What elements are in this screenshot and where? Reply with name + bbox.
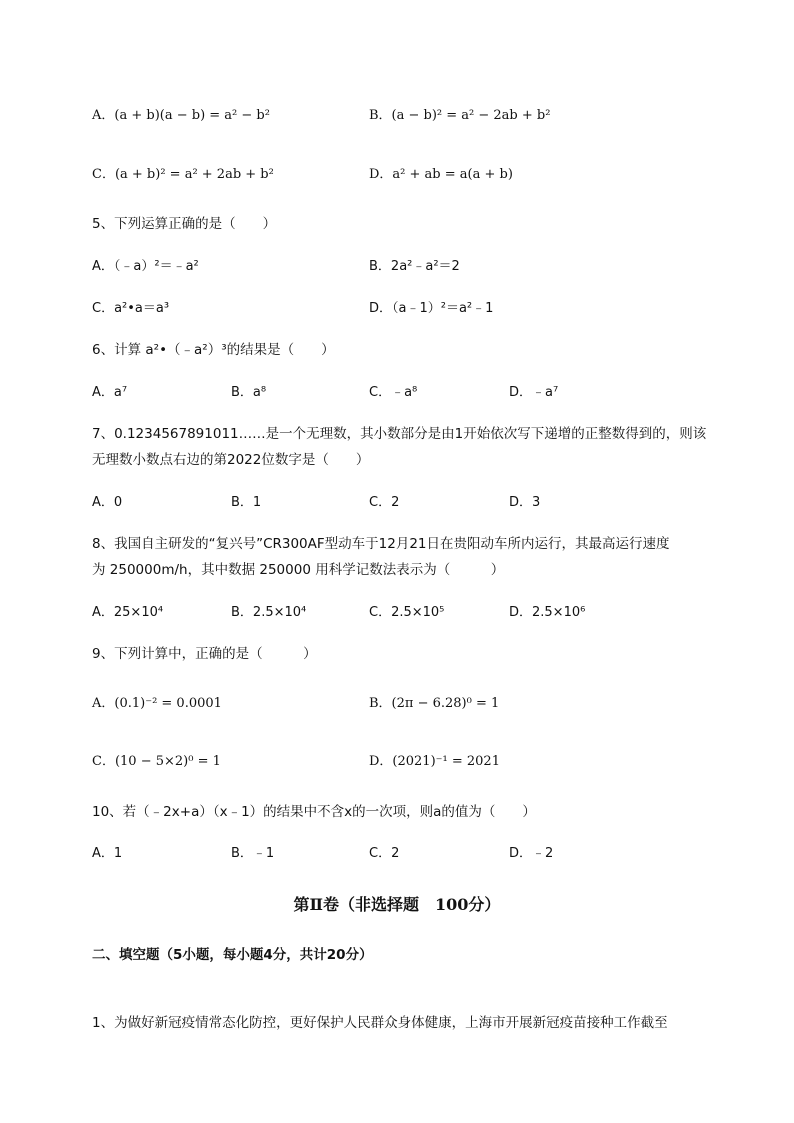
q5-option-a: A．（﹣a）²＝﹣a² <box>92 259 199 274</box>
q4-option-b: B．(a − b)² = a² − 2ab + b² <box>369 108 551 123</box>
q6-option-b: B．a⁸ <box>231 385 267 400</box>
q7-option-b: B．1 <box>231 495 262 510</box>
q9-option-c: C．(10 − 5×2)⁰ = 1 <box>92 754 221 769</box>
q9-option-a: A．(0.1)⁻² = 0.0001 <box>92 696 222 711</box>
q9-option-b: B．(2π − 6.28)⁰ = 1 <box>369 696 500 711</box>
q4-option-c: C．(a + b)² = a² + 2ab + b² <box>92 167 274 182</box>
q5-option-d: D．（a﹣1）²＝a²﹣1 <box>369 301 494 316</box>
q6-option-a: A．a⁷ <box>92 385 128 400</box>
q7-option-c: C．2 <box>369 495 400 510</box>
q6-stem: 6、计算 a²•（﹣a²）³的结果是（ ） <box>92 342 335 358</box>
q7-option-a: A．0 <box>92 495 123 510</box>
q9-stem: 9、下列计算中，正确的是（ ） <box>92 646 317 662</box>
q4-option-a: A．(a + b)(a − b) = a² − b² <box>92 108 270 123</box>
q7-stem-line1: 7、0.1234567891011……是一个无理数，其小数部分是由1开始依次写下递增的正整数得到的，则该 <box>92 426 707 442</box>
q10-option-d: D．﹣2 <box>509 846 554 861</box>
q10-option-a: A．1 <box>92 846 123 861</box>
q8-stem-line1: 8、我国自主研发的“复兴号”CR300AF型动车于12月21日在贵阳动车所内运行，其最高运行速度 <box>92 536 670 552</box>
q6-option-d: D．﹣a⁷ <box>509 385 559 400</box>
q4-option-d: D．a² + ab = a(a + b) <box>369 167 513 182</box>
q6-option-c: C．﹣a⁸ <box>369 385 418 400</box>
q10-option-c: C．2 <box>369 846 400 861</box>
q8-option-b: B．2.5×10⁴ <box>231 605 307 620</box>
q10-stem: 10、若（﹣2x+a）（x﹣1）的结果中不含x的一次项，则a的值为（ ） <box>92 804 536 820</box>
q8-stem-line2: 为 250000m/h，其中数据 250000 用科学记数法表示为（ ） <box>92 562 505 578</box>
q10-option-b: B．﹣1 <box>231 846 275 861</box>
fill-in-header: 二、填空题（5小题，每小题4分，共计20分） <box>92 947 373 963</box>
q9-option-d: D．(2021)⁻¹ = 2021 <box>369 754 500 769</box>
q5-option-b: B．2a²﹣a²＝2 <box>369 259 460 274</box>
q7-stem-line2: 无理数小数点右边的第2022位数字是（ ） <box>92 452 370 468</box>
q8-option-a: A．25×10⁴ <box>92 605 164 620</box>
q8-option-d: D．2.5×10⁶ <box>509 605 586 620</box>
q5-option-c: C．a²•a＝a³ <box>92 301 170 316</box>
fill-question-1: 1、为做好新冠疫情常态化防控，更好保护人民群众身体健康，上海市开展新冠疫苗接种工作截至 <box>92 1015 668 1031</box>
q8-option-c: C．2.5×10⁵ <box>369 605 445 620</box>
section-title: 第Ⅱ卷（非选择题 100分） <box>293 895 501 914</box>
q7-option-d: D．3 <box>509 495 541 510</box>
q5-stem: 5、下列运算正确的是（ ） <box>92 216 277 232</box>
